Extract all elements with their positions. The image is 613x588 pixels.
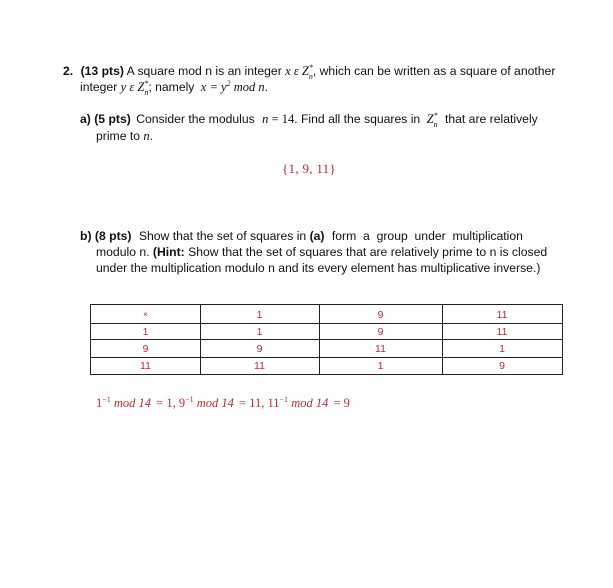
part-b-text: form a group under multiplication xyxy=(331,229,523,243)
inverse-exp: −1 xyxy=(279,394,289,404)
table-cell: 1 xyxy=(499,343,505,355)
problem-points: (13 pts) xyxy=(80,64,124,78)
part-a-text: that are relatively xyxy=(444,112,538,126)
part-b-hint: (Hint: xyxy=(152,245,185,259)
part-a-line-2 xyxy=(96,128,153,144)
part-a-answer: {1, 9, 11} xyxy=(282,161,336,176)
math-y-in-zn: y ε $Z^*_n$ xyxy=(120,78,149,97)
table-cell: 1 xyxy=(256,309,263,321)
math-square-eq: $x = y^2$ mod n xyxy=(200,78,265,94)
inverses-line xyxy=(96,396,350,411)
problem-text: ; namely xyxy=(148,80,195,94)
table-cell: × xyxy=(143,310,148,319)
part-b-ref: (a) xyxy=(309,229,325,243)
inverse-mod: mod 14 xyxy=(291,396,329,410)
problem-text: , which can be written as a square of another xyxy=(312,64,556,78)
math-modulus: n = 14 xyxy=(262,112,295,126)
part-b-text: Show that the set of squares in xyxy=(138,229,307,243)
table-cell: 11 xyxy=(254,360,265,372)
part-a-text: . Find all the squares in xyxy=(294,112,421,126)
inverse-base: 1 xyxy=(96,396,103,410)
table-cell: 9 xyxy=(499,360,505,372)
table-cell: 9 xyxy=(142,343,149,355)
part-b-text: Show that the set of squares that are relatively prime to n is closed xyxy=(188,245,548,259)
table-cell: 1 xyxy=(256,326,263,338)
inverse-base: 11 xyxy=(267,396,280,410)
part-a-text: prime to xyxy=(96,129,141,143)
table-cell: 11 xyxy=(496,309,508,321)
part-a-points: (5 pts) xyxy=(94,112,131,126)
problem-line-2 xyxy=(80,79,268,95)
part-b-text: modulo n. xyxy=(96,245,150,259)
math-n: n xyxy=(143,129,150,143)
table-cell: 9 xyxy=(377,309,384,321)
inverse-mod: mod 14 xyxy=(196,396,234,410)
problem-line-1 xyxy=(63,63,555,79)
inverse-exp: −1 xyxy=(185,394,194,404)
multiplication-table xyxy=(90,304,563,375)
table-cell: 9 xyxy=(377,326,384,338)
inverse-result: = 11, xyxy=(239,396,265,410)
problem-text: . xyxy=(264,80,268,94)
problem-number: 2. xyxy=(63,64,74,78)
math-x-in-zn: x ε $Z^*_n$ xyxy=(285,62,313,81)
inverse-mod: mod 14 xyxy=(113,396,152,410)
table-cell: 11 xyxy=(140,360,151,372)
part-b-points: (8 pts) xyxy=(94,229,132,243)
problem-text: integer xyxy=(80,80,118,94)
part-a-text: . xyxy=(149,129,154,143)
part-b-line-2 xyxy=(96,244,547,260)
part-b-line-1 xyxy=(80,228,523,244)
part-b-text: under the multiplication modulo n and its every element has multiplicative inverse.) xyxy=(96,261,541,275)
part-b-label: b) xyxy=(80,229,92,243)
table-cell: 11 xyxy=(375,343,386,355)
problem-text: A square mod n is an integer xyxy=(126,64,282,78)
table-cell: 1 xyxy=(377,360,384,372)
inverse-result: = 9 xyxy=(333,396,350,410)
part-a-line-1 xyxy=(80,111,538,127)
table-cell: 9 xyxy=(256,343,263,355)
inverse-base: 9 xyxy=(178,396,186,410)
part-b-line-3 xyxy=(96,260,540,276)
math-zn-star: $Z^*_n$ xyxy=(426,110,438,129)
table-cell: 1 xyxy=(142,326,149,338)
part-a-label: a) xyxy=(80,112,91,126)
part-a-text: Consider the modulus xyxy=(136,112,255,126)
table-cell: 11 xyxy=(496,326,508,338)
inverse-result: = 1, xyxy=(156,396,176,410)
inverse-exp: −1 xyxy=(102,394,111,404)
